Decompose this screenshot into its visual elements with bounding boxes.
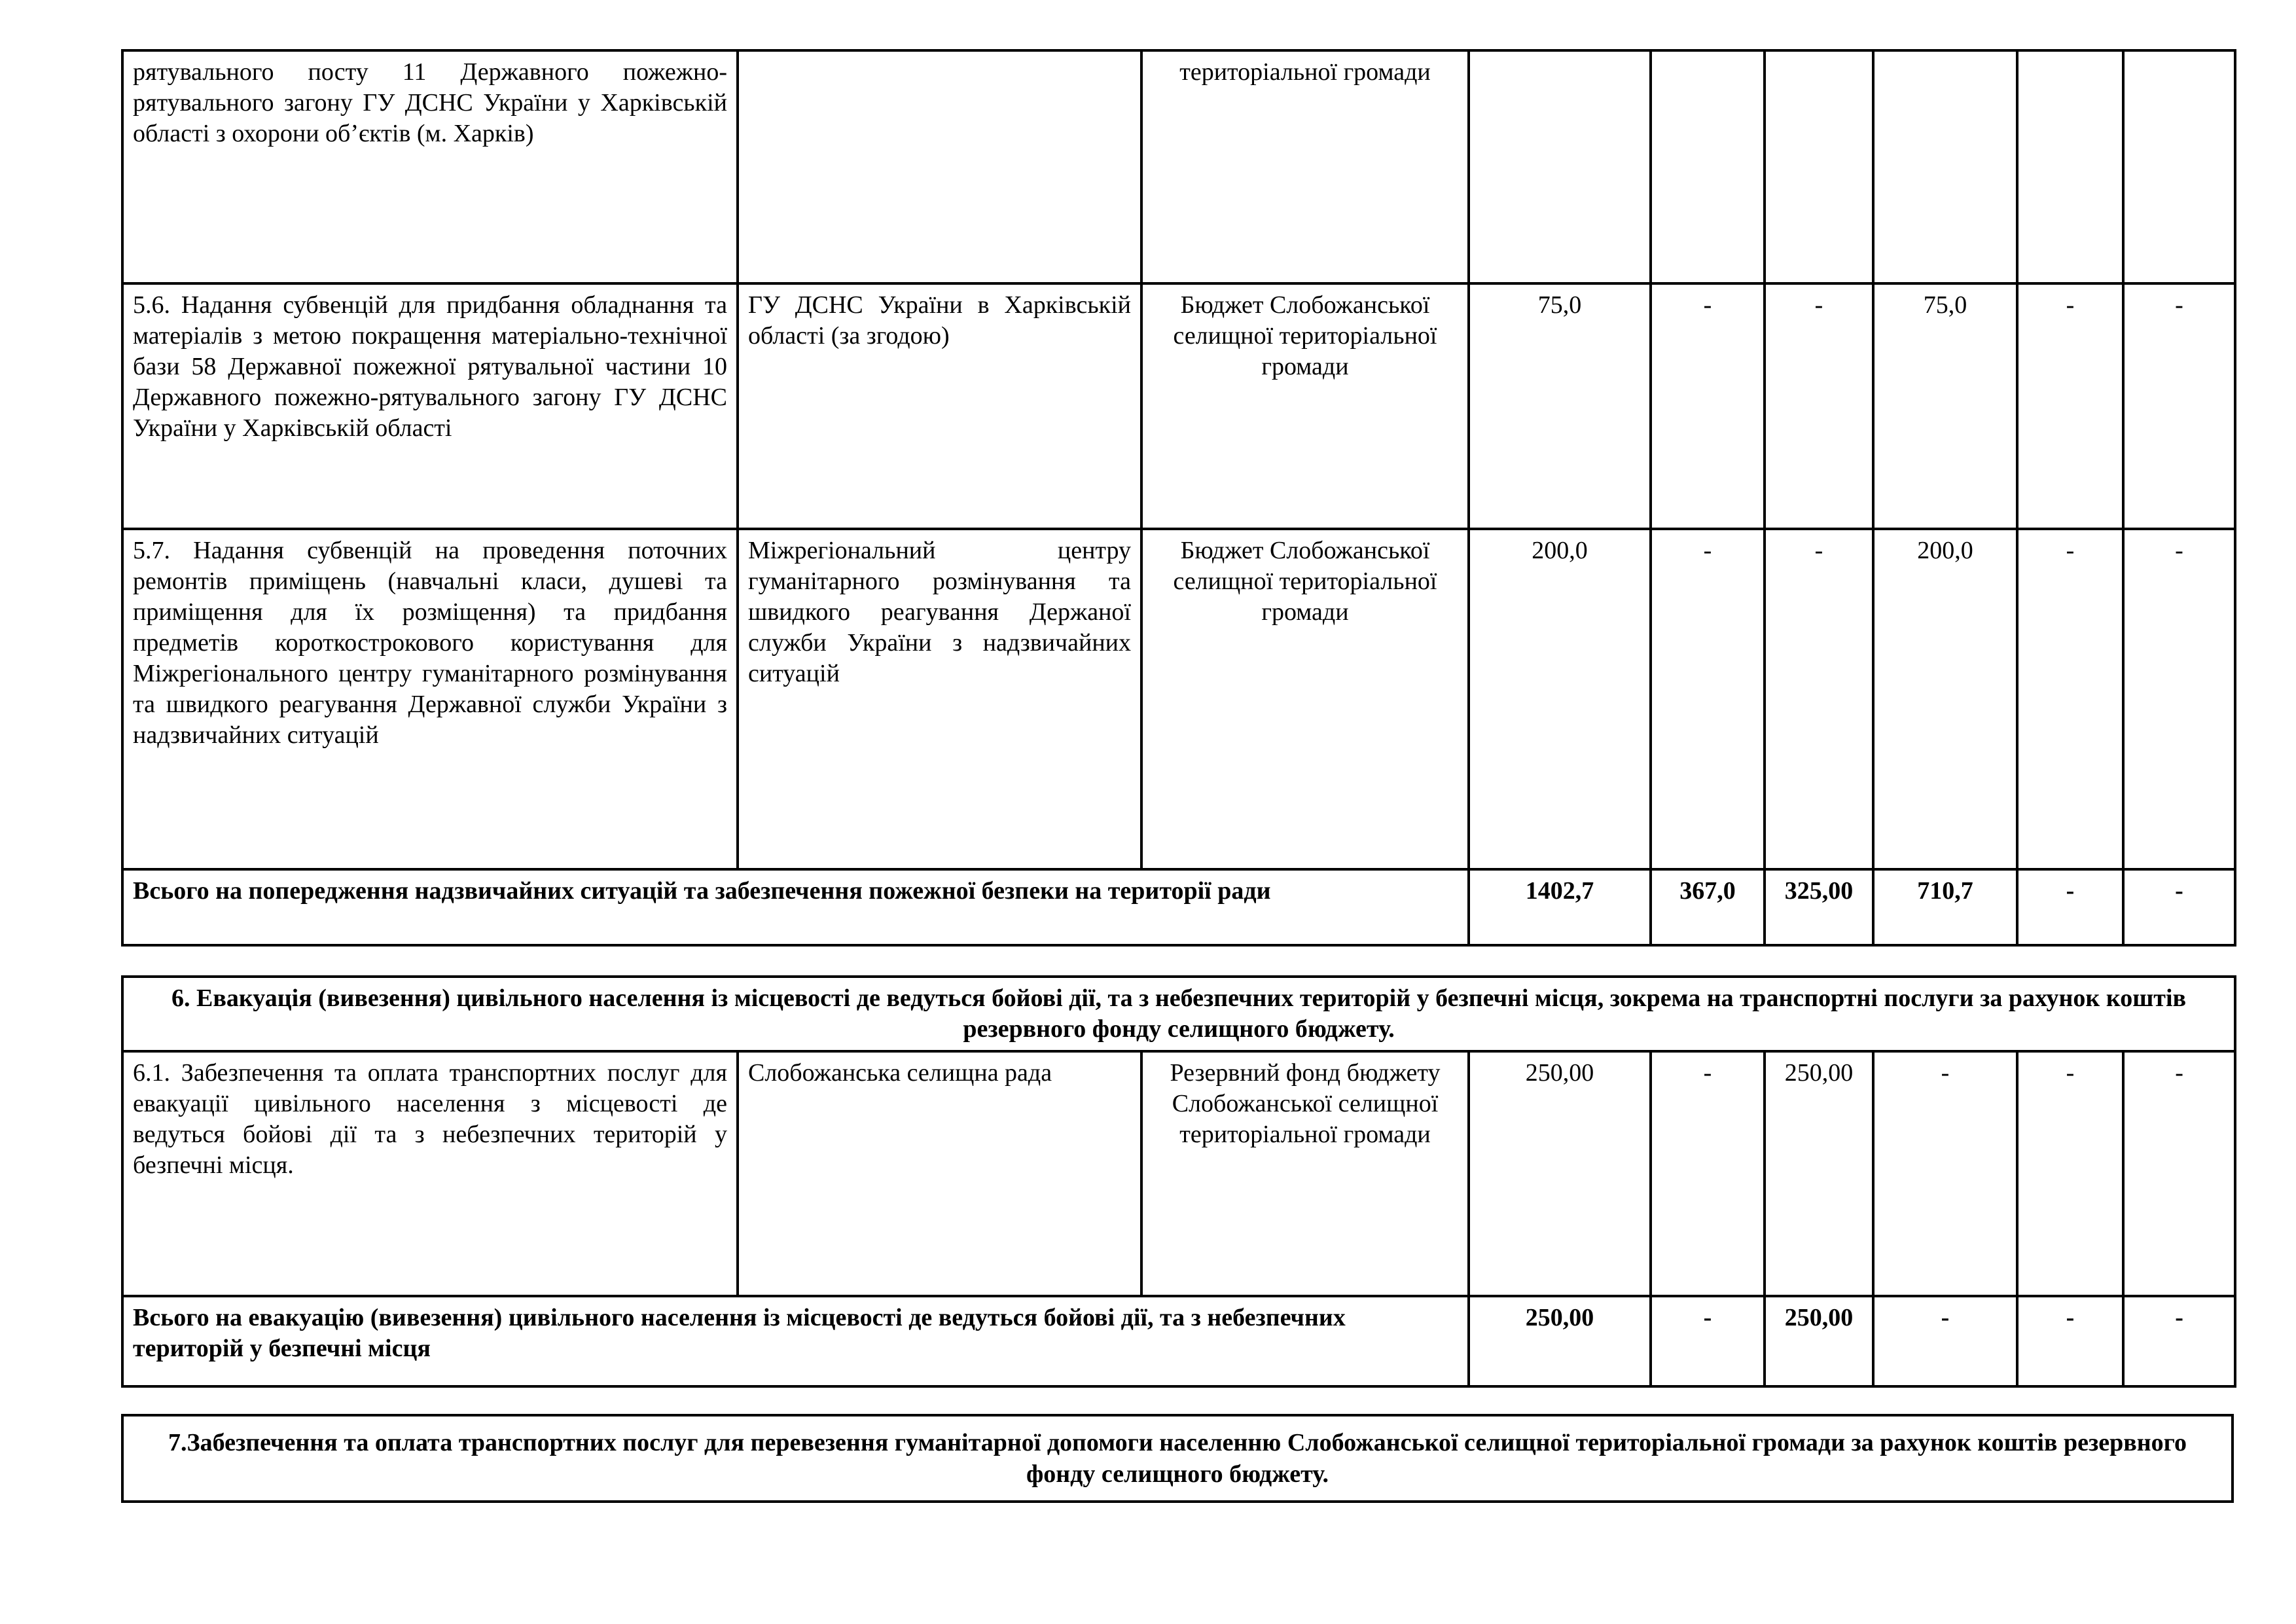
executor-cell: Міжрегіональний центру гуманітарного розмінування та швидкого реагування Держаної служби України з надзвичайних ситуацій	[738, 529, 1141, 869]
executor-cell: ГУ ДСНС України в Харківській області (за згодою)	[738, 283, 1141, 529]
value-cell-4	[1873, 50, 2017, 283]
value-cell-4: -	[1873, 1296, 2017, 1386]
funding-source-cell: територіальної громади	[1141, 50, 1469, 283]
row-section6-header	[122, 977, 2235, 1051]
funding-source-cell: Резервний фонд бюджету Слобожанської селищної територіальної громади	[1141, 1051, 1469, 1296]
budget-table-evacuation	[121, 975, 2236, 1388]
value-cell-5: -	[2017, 869, 2123, 945]
funding-source-cell: Бюджет Слобожанської селищної територіальної громади	[1141, 283, 1469, 529]
section6-title: 6. Евакуація (вивезення) цивільного населення із місцевості де ведуться бойові дії, та з небезпечних територій у безпечні місця, зокрема на транспортні послуги за рахунок коштів резервного фонду селищного бюджету.	[122, 977, 2235, 1051]
description-cell: 5.7. Надання субвенцій на проведення поточних ремонтів приміщень (навчальні класи, душеві та приміщення для їх розміщення) та придбання предметів короткострокового користування для Міжрегіонального центру гуманітарного розмінування та швидкого реагування Державної служби України з надзвичайних ситуацій	[122, 529, 738, 869]
value-cell-5: -	[2017, 1296, 2123, 1386]
value-cell-3: -	[1765, 529, 1873, 869]
description-cell: 5.6. Надання субвенцій для придбання обладнання та матеріалів з метою покращення матеріально-технічної бази 58 Державної пожежної рятувальної частини 10 Державного пожежно-рятувального загону ГУ ДСНС України у Харківській області	[122, 283, 738, 529]
row-5-6	[122, 283, 2235, 529]
description-cell: рятувального посту 11 Державного пожежно-рятувального загону ГУ ДСНС України у Харківській області з охорони об’єктів (м. Харків)	[122, 50, 738, 283]
value-cell-1: 75,0	[1469, 283, 1651, 529]
value-cell-3	[1765, 50, 1873, 283]
value-cell-4: 75,0	[1873, 283, 2017, 529]
description-cell: 6.1. Забезпечення та оплата транспортних послуг для евакуації цивільного населення з місцевості де ведуться бойові дії та з небезпечних територій у безпечні місця.	[122, 1051, 738, 1296]
value-cell-2: 367,0	[1651, 869, 1765, 945]
total-label-cell: Всього на евакуацію (вивезення) цивільного населення із місцевості де ведуться бойові дії, та з небезпечних територій у безпечні місця	[122, 1296, 1469, 1386]
total-label-cell: Всього на попередження надзвичайних ситуацій та забезпечення пожежної безпеки на території ради	[122, 869, 1469, 945]
document-content	[121, 49, 2234, 1503]
value-cell-3: 250,00	[1765, 1051, 1873, 1296]
value-cell-2: -	[1651, 529, 1765, 869]
section7-title-box	[121, 1414, 2234, 1503]
value-cell-4: 200,0	[1873, 529, 2017, 869]
value-cell-6: -	[2123, 529, 2235, 869]
executor-cell: Слобожанська селищна рада	[738, 1051, 1141, 1296]
value-cell-6: -	[2123, 283, 2235, 529]
value-cell-1	[1469, 50, 1651, 283]
value-cell-3: 325,00	[1765, 869, 1873, 945]
value-cell-6	[2123, 50, 2235, 283]
value-cell-2: -	[1651, 1051, 1765, 1296]
table-gap	[121, 1388, 2234, 1414]
value-cell-3: 250,00	[1765, 1296, 1873, 1386]
value-cell-3: -	[1765, 283, 1873, 529]
row-continuation	[122, 50, 2235, 283]
value-cell-6: -	[2123, 1051, 2235, 1296]
value-cell-6: -	[2123, 1296, 2235, 1386]
row-total-section5	[122, 869, 2235, 945]
budget-table-main	[121, 49, 2236, 947]
executor-cell	[738, 50, 1141, 283]
value-cell-2: -	[1651, 1296, 1765, 1386]
row-5-7	[122, 529, 2235, 869]
section7-title: 7.Забезпечення та оплата транспортних послуг для перевезення гуманітарної допомоги населенню Слобожанської селищної територіальної громади за рахунок коштів резервного фонду селищного бюджету.	[168, 1429, 2187, 1488]
value-cell-6: -	[2123, 869, 2235, 945]
funding-source-cell: Бюджет Слобожанської селищної територіальної громади	[1141, 529, 1469, 869]
table-gap	[121, 947, 2234, 975]
value-cell-1: 200,0	[1469, 529, 1651, 869]
value-cell-1: 1402,7	[1469, 869, 1651, 945]
value-cell-5	[2017, 50, 2123, 283]
row-total-section6	[122, 1296, 2235, 1386]
value-cell-4: -	[1873, 1051, 2017, 1296]
value-cell-2	[1651, 50, 1765, 283]
value-cell-5: -	[2017, 283, 2123, 529]
value-cell-5: -	[2017, 529, 2123, 869]
value-cell-1: 250,00	[1469, 1051, 1651, 1296]
value-cell-4: 710,7	[1873, 869, 2017, 945]
row-6-1	[122, 1051, 2235, 1296]
value-cell-1: 250,00	[1469, 1296, 1651, 1386]
value-cell-2: -	[1651, 283, 1765, 529]
value-cell-5: -	[2017, 1051, 2123, 1296]
